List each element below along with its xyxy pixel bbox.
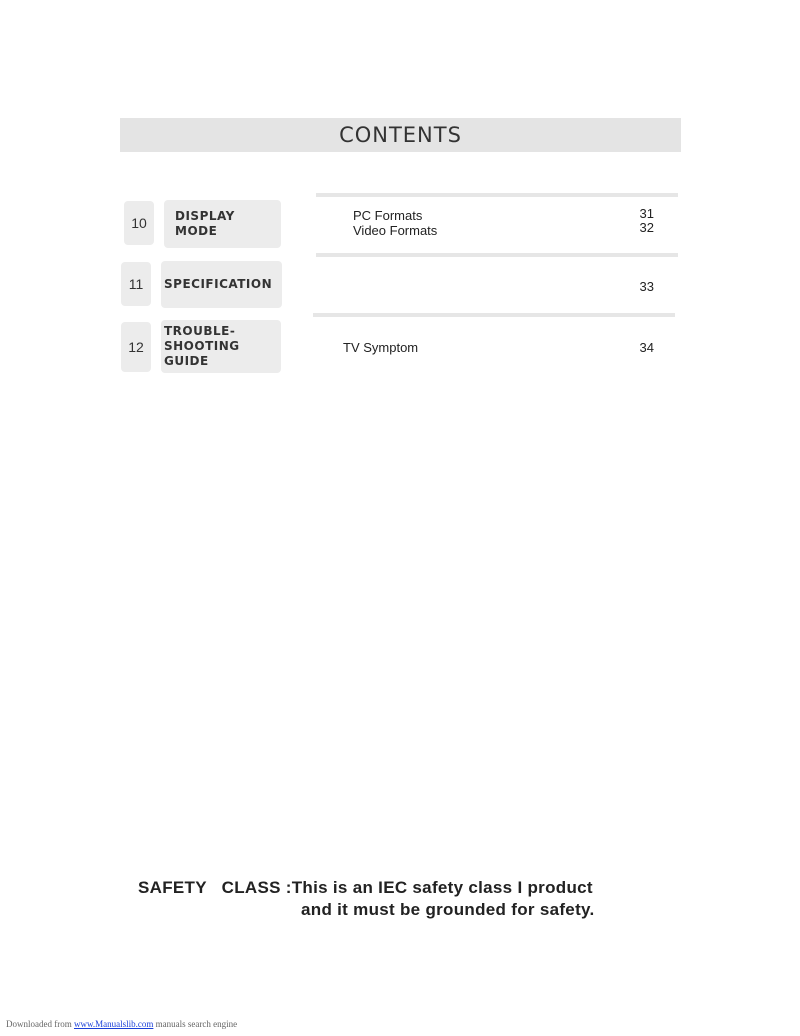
section-number: 12 [121, 322, 151, 372]
section-label-line: MODE [175, 224, 218, 238]
safety-notice [138, 877, 698, 921]
safety-line-1: This is an IEC safety class I product [291, 878, 593, 897]
toc-entry-pc-formats: PC Formats [353, 208, 423, 223]
section-label-line: DISPLAY [175, 209, 235, 223]
section-label-line: GUIDE [164, 354, 209, 368]
download-footer [6, 1019, 237, 1029]
section-label-troubleshooting-guide [161, 320, 281, 373]
page-title: CONTENTS [339, 123, 462, 147]
footer-suffix: manuals search engine [153, 1019, 238, 1029]
page-number: 34 [639, 340, 654, 355]
safety-line-2: and it must be grounded for safety. [301, 900, 595, 919]
section-label-line: TROUBLE- [164, 324, 236, 338]
section-label-line: SPECIFICATION [164, 277, 273, 291]
toc-entry-video-formats: Video Formats [353, 223, 438, 238]
page-number: 33 [639, 279, 654, 294]
section-number: 11 [121, 262, 151, 306]
toc-entry-tv-symptom: TV Symptom [343, 340, 419, 355]
contents-header [120, 118, 681, 152]
section-divider [316, 193, 678, 197]
section-label-display-mode [164, 200, 281, 248]
page-number: 31 [639, 206, 654, 221]
page-number: 32 [639, 220, 654, 235]
footer-prefix: Downloaded from [6, 1019, 74, 1029]
section-divider [313, 313, 675, 317]
section-divider [316, 253, 678, 257]
manualslib-link[interactable]: www.Manualslib.com [73, 1019, 154, 1029]
section-number: 10 [124, 201, 154, 245]
section-label-specification [161, 261, 282, 308]
section-label-line: SHOOTING [164, 339, 240, 353]
safety-prefix: SAFETY CLASS : [138, 878, 292, 897]
